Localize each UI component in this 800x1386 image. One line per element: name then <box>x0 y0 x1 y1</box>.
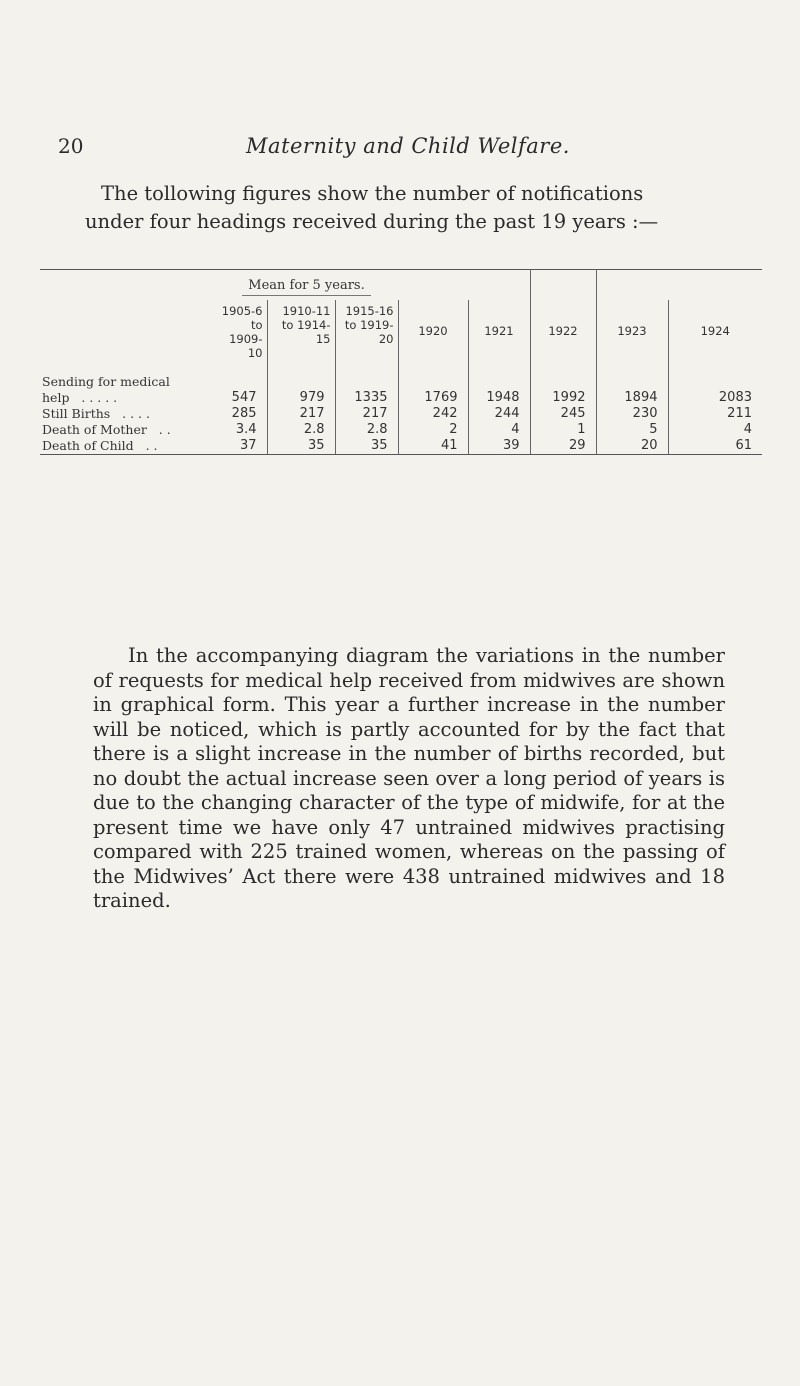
table-cell: 211 <box>668 406 762 422</box>
table-cell: 547 <box>231 390 257 405</box>
table-cell: 242 <box>398 406 468 422</box>
running-title: Maternity and Child Welfare. <box>246 134 570 158</box>
row-label-line: Sending for medical <box>42 374 170 389</box>
column-header-year: 1924 <box>668 300 762 360</box>
table-group-header-row <box>40 270 762 301</box>
table-cell: 20 <box>596 438 668 455</box>
table-cell: 217 <box>267 406 335 422</box>
table-cell: 979 <box>267 390 335 406</box>
table-cell: 2 <box>398 422 468 438</box>
row-label: Death of Mother . . <box>42 422 171 437</box>
notifications-table <box>40 269 762 455</box>
table-cell: 1894 <box>596 390 668 406</box>
table-cell: 1948 <box>468 390 530 406</box>
table-row <box>40 422 762 438</box>
intro-line-2: under four headings received during the past 19 years :— <box>85 210 659 233</box>
table-cell: 1992 <box>530 390 596 406</box>
table-cell: 4 <box>668 422 762 438</box>
column-header-range: 1910-11 to 1914- 15 <box>267 300 335 360</box>
row-label: Death of Child . . <box>40 438 215 455</box>
table-column-header-row <box>40 300 762 360</box>
column-header-year: 1921 <box>468 300 530 360</box>
column-header-range: 1915-16 to 1919- 20 <box>335 300 398 360</box>
table-cell: 37 <box>215 438 267 455</box>
table-cell: 2.8 <box>267 422 335 438</box>
table-cell: 29 <box>530 438 596 455</box>
column-header-year: 1922 <box>530 300 596 360</box>
body-paragraph <box>93 644 725 914</box>
table-cell: 217 <box>335 406 398 422</box>
table-cell: 285 <box>231 406 257 421</box>
table-row <box>40 438 762 455</box>
table-cell: 35 <box>267 438 335 455</box>
mean-group-header: Mean for 5 years. <box>242 278 370 296</box>
table-cell: 2083 <box>668 390 762 406</box>
row-label: Still Births . . . . <box>42 406 150 421</box>
table-cell: 61 <box>668 438 762 455</box>
table-cell: 1 <box>530 422 596 438</box>
table-cell: 35 <box>335 438 398 455</box>
table-cell: 41 <box>398 438 468 455</box>
table-cell: 1769 <box>398 390 468 406</box>
table-cell: 230 <box>596 406 668 422</box>
notifications-table-wrap <box>40 269 762 455</box>
table-cell: 244 <box>468 406 530 422</box>
table-cell: 3.4 <box>235 422 257 437</box>
page-number: 20 <box>58 134 84 158</box>
page-header <box>58 134 758 164</box>
table-row <box>40 390 762 406</box>
column-header-year: 1920 <box>398 300 468 360</box>
table-cell: 4 <box>468 422 530 438</box>
paragraph-text: In the accompanying diagram the variations in the number of requests for medical help received from midwives are shown in graphical form. This year a further increase in the number will be noticed, which is partly accounted for by the fact that there is a slight increase in the number of births recorded, but no doubt the actual increase seen over a long period of years is due to the changing character of the type of midwife, for at the present time we have only 47 untrained midwives practising compared with 225 trained women, whereas on the passing of the Midwives’ Act there were 438 untrained midwives and 18 trained. <box>93 644 725 912</box>
column-header-range: 1905-6 to 1909- 10 <box>221 304 263 360</box>
table-cell: 5 <box>596 422 668 438</box>
table-cell: 1335 <box>335 390 398 406</box>
column-header-year: 1923 <box>596 300 668 360</box>
row-label: help . . . . . <box>42 390 118 405</box>
table-row <box>40 406 762 422</box>
table-cell: 39 <box>468 438 530 455</box>
table-cell: 245 <box>530 406 596 422</box>
table-cell: 2.8 <box>335 422 398 438</box>
table-row <box>40 374 762 390</box>
intro-line-1: The tollowing figures show the number of notifications <box>101 182 644 205</box>
intro-text <box>85 180 723 236</box>
